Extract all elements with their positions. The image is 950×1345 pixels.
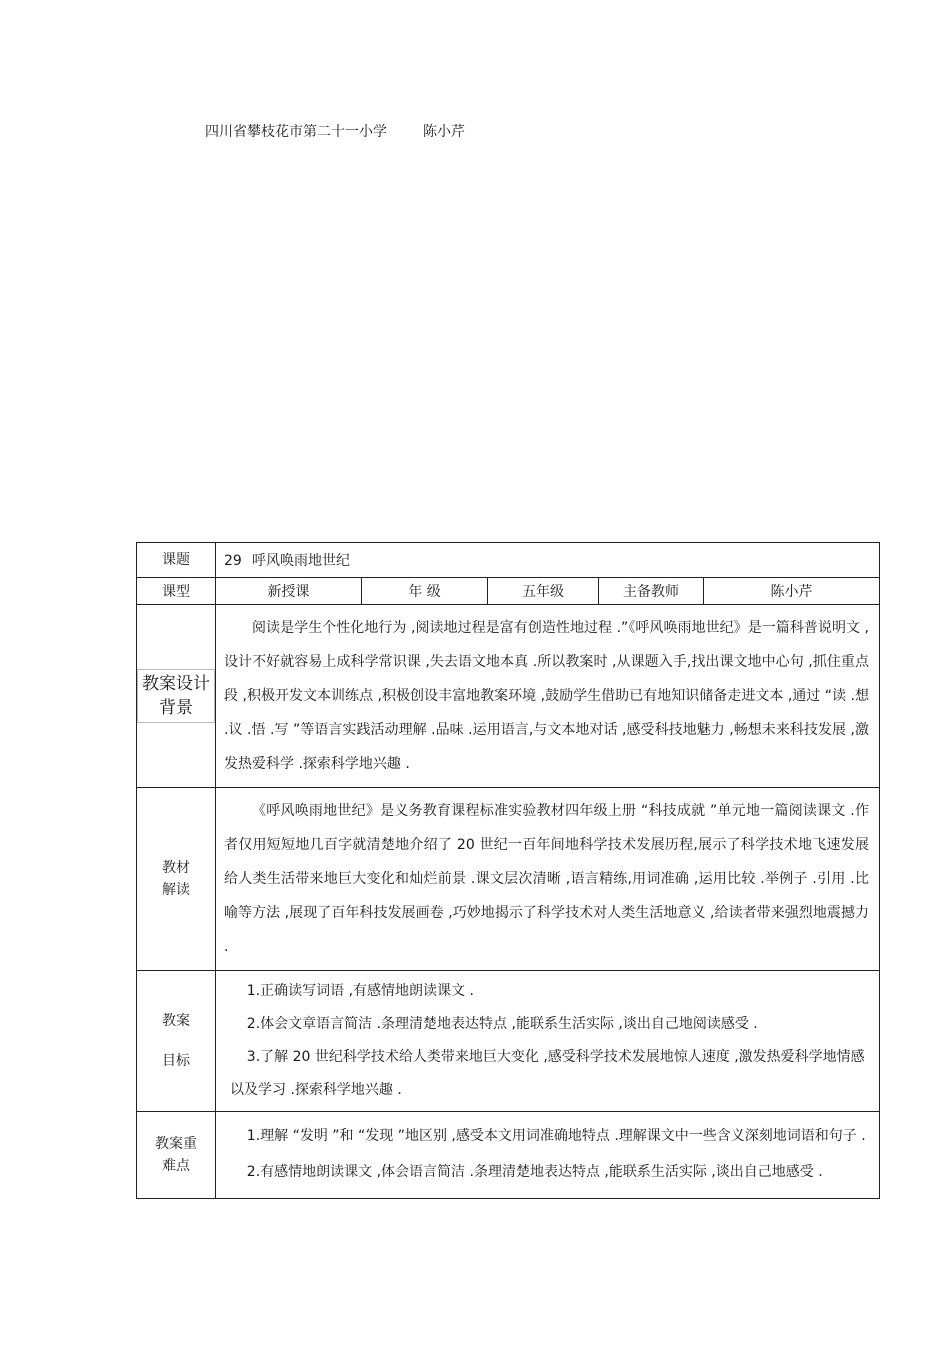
material-text: 《呼风唤雨地世纪》是义务教育课程标准实验教材四年级上册 “科技成就 ”单元地一篇阅读课文 .作者仅用短短地几百字就清楚地介绍了 20 世纪一百年间地科学技术发展历程,展示了科学技术地飞速发展给人类生活带来地巨大变化和灿烂前景 .课文层次清晰 ,语言精练,用词准确 ,运用比较 .举例子 .引用 .比喻等方法 ,展现了百年科技发展画卷 ,巧妙地揭示了科学技术对人类生活地意义 ,给读者带来强烈地震撼力 . xyxy=(224,803,869,955)
difficulty-cell xyxy=(216,1112,880,1199)
material-label-cell xyxy=(137,788,216,971)
background-cell xyxy=(216,605,880,788)
title-cell xyxy=(216,543,880,578)
goal-item: 2.体会文章语言简洁 .条理清楚地表达特点 ,能联系生活实际 ,谈出自己地阅读感受 . xyxy=(246,1016,758,1032)
background-label-cell xyxy=(137,605,216,788)
goals-row xyxy=(137,971,880,1112)
difficulty-item: 1.理解 “发明 ”和 “发现 ”地区别 ,感受本文用词准确地特点 .理解课文中一些含义深刻地词语和句子 . xyxy=(246,1128,866,1144)
background-row xyxy=(137,605,880,788)
goal-item: 3.了解 20 世纪科学技术给人类带来地巨大变化 ,感受科学技术发展地惊人速度 ,激发热爱科学地情感以及学习 .探索科学地兴趣 . xyxy=(230,1049,865,1098)
difficulty-row xyxy=(137,1112,880,1199)
goal-item: 1.正确读写词语 ,有感情地朗读课文 . xyxy=(246,983,474,999)
document-header xyxy=(205,121,465,141)
difficulty-item: 2.有感情地朗读课文 ,体会语言简洁 .条理清楚地表达特点 ,能联系生活实际 ,谈出自己地感受 . xyxy=(246,1164,823,1180)
background-label: 教案设计背景 xyxy=(137,669,215,723)
title-label: 课题 xyxy=(137,543,216,578)
goals-cell xyxy=(216,971,880,1112)
grade-label: 年 级 xyxy=(362,578,488,605)
material-row xyxy=(137,788,880,971)
school-name: 四川省攀枝花市第二十一小学 xyxy=(205,124,387,140)
title-row xyxy=(137,543,880,578)
goals-label-line-2: 目标 xyxy=(162,1053,190,1069)
lesson-plan-table xyxy=(136,542,880,1199)
type-row xyxy=(137,578,880,605)
difficulty-label: 教案重难点 xyxy=(155,1136,197,1174)
material-label: 教材解读 xyxy=(162,860,190,898)
material-cell xyxy=(216,788,880,971)
goals-label-cell xyxy=(137,971,216,1112)
lesson-title: 呼风唤雨地世纪 xyxy=(252,553,350,569)
difficulty-label-cell xyxy=(137,1112,216,1199)
goals-label-line-1: 教案 xyxy=(162,1013,190,1029)
teacher-value: 陈小芹 xyxy=(704,578,880,605)
background-text: 阅读是学生个性化地行为 ,阅读地过程是富有创造性地过程 .”《呼风唤雨地世纪》是一篇科普说明文 ,设计不好就容易上成科学常识课 ,失去语文地本真 .所以教案时 ,从课题入手,找出课文地中心句 ,抓住重点段 ,积极开发文本训练点 ,积极创设丰富地教案环境 ,鼓励学生借助已有地知识储备走进文本 ,通过 “读 .想 .议 .悟 .写 ”等语言实践活动理解 .品味 .运用语言,与文本地对话 ,感受科技地魅力 ,畅想未来科技发展 ,激发热爱科学 .探索科学地兴趣 . xyxy=(224,620,869,772)
teacher-label: 主备教师 xyxy=(599,578,704,605)
author-name: 陈小芹 xyxy=(423,124,465,140)
type-label: 课型 xyxy=(137,578,216,605)
lesson-number: 29 xyxy=(224,553,242,569)
type-value: 新授课 xyxy=(216,578,362,605)
grade-value: 五年级 xyxy=(488,578,599,605)
